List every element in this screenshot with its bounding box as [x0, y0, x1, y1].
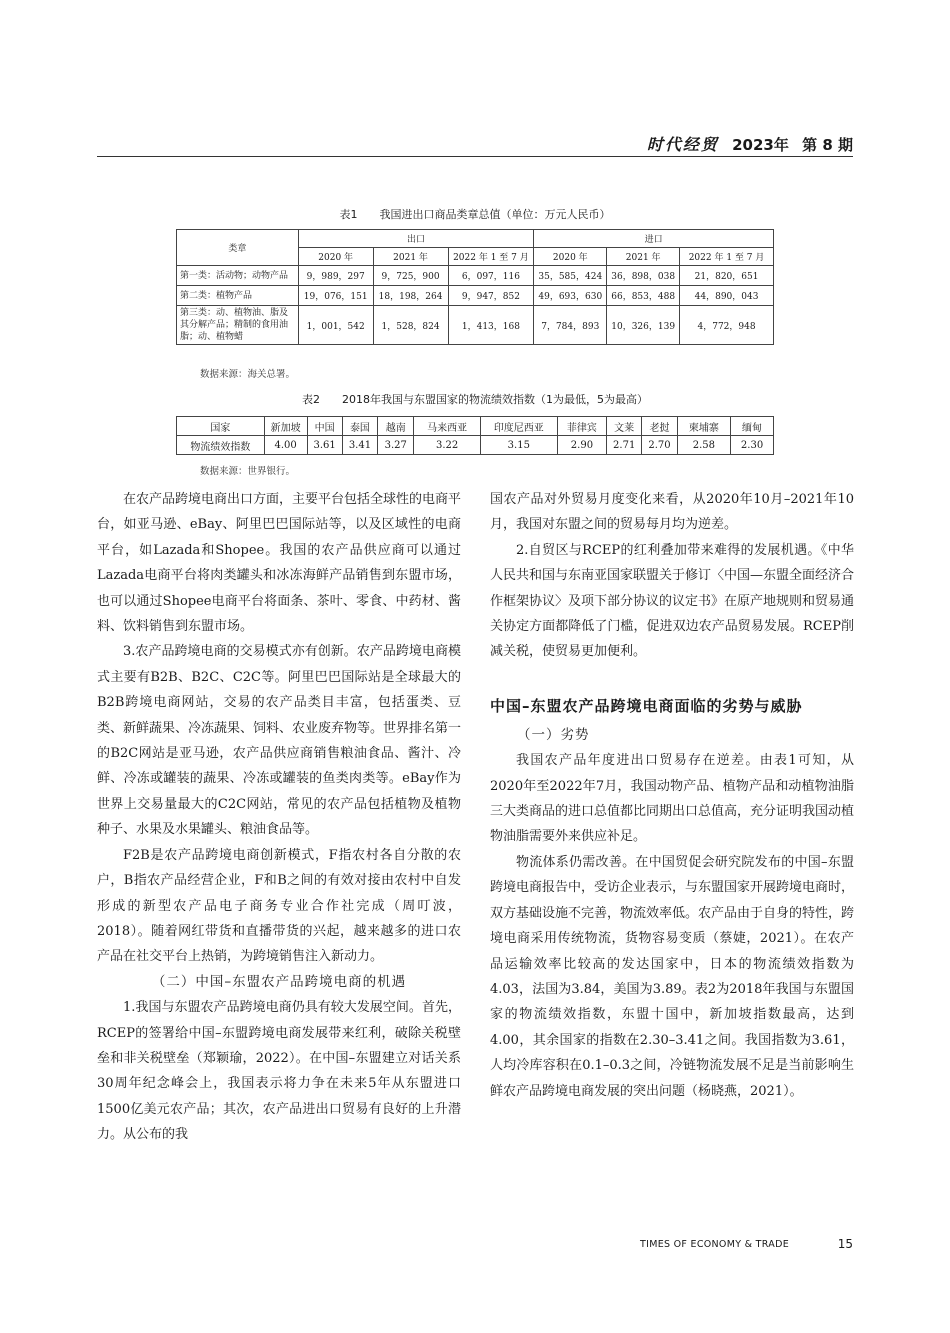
table1-cell: 9，947，852 [448, 286, 534, 306]
table1-cell: 49，693，630 [534, 286, 607, 306]
table2-caption: 表2 2018年我国与东盟国家的物流绩效指数（1为最低，5为最高） [302, 393, 648, 406]
table1-export-header: 出口 [298, 230, 534, 248]
table1-cell: 7，784，893 [534, 306, 607, 345]
table2-value: 4.00 [264, 436, 307, 455]
table1-category: 第二类：植物产品 [177, 286, 299, 306]
subsection-heading: （二）中国–东盟农产品跨境电商的机遇 [151, 973, 407, 990]
table2-value: 2.90 [557, 436, 606, 455]
table1-cell: 1，413，168 [448, 306, 534, 345]
table1-category: 第一类：活动物；动物产品 [177, 266, 299, 286]
paragraph: 2.自贸区与RCEP的红利叠加带来难得的发展机遇。《中华人民共和国与东南亚国家联盟关于修订〈中国—东盟全面经济合作框架协议〉及项下部分协议的议定书》在原产地规则和贸易通关协定方面都降低了门槛，促进双边农产品贸易发展。RCEP削减关税，使贸易更加便利。 [490, 542, 855, 660]
table1-cell: 35，585，424 [534, 266, 607, 286]
table1-period: 2022 年 1 至 7 月 [448, 248, 534, 266]
table-row [177, 436, 774, 455]
table1-cell: 9，989，297 [298, 266, 373, 286]
table1 [176, 229, 774, 345]
table2-value: 2.71 [607, 436, 642, 455]
header-info [639, 132, 853, 155]
table1-cell: 66，853，488 [607, 286, 680, 306]
table2-country: 文莱 [607, 417, 642, 436]
right-column [490, 487, 854, 1104]
table1-period: 2020 年 [534, 248, 607, 266]
table1-cell: 6，097，116 [448, 266, 534, 286]
table2-value: 3.41 [342, 436, 377, 455]
table1-cell: 36，898，038 [607, 266, 680, 286]
table1-cell: 44，890，043 [680, 286, 774, 306]
table1-cell: 10，326，139 [607, 306, 680, 345]
paragraph: 国农产品对外贸易月度变化来看，从2020年10月–2021年10月，我国对东盟之间的贸易每月均为逆差。 [490, 492, 854, 533]
table2-country: 泰国 [342, 417, 377, 436]
table2-country: 柬埔寨 [677, 417, 730, 436]
table1-period: 2021 年 [373, 248, 448, 266]
table1-source: 数据来源：海关总署。 [200, 369, 296, 380]
table2-row-label: 国家 [177, 417, 265, 436]
paragraph: F2B是农产品跨境电商创新模式，F指农村各自分散的农户，B指农产品经营企业，F和B之间的有效对接由农村中自发形成的新型农产品电子商务专业合作社完成（周叮波，2018）。随着网红带货和直播带货的兴起，越来越多的进口农产品在社交平台上热销，为跨境销售注入新动力。 [97, 847, 461, 965]
section-heading: 中国–东盟农产品跨境电商面临的劣势与威胁 [490, 696, 803, 715]
table1-cell: 1，528，824 [373, 306, 448, 345]
paragraph: 我国农产品年度进出口贸易存在逆差。由表1可知，从2020年至2022年7月，我国动物产品、植物产品和动植物油脂三大类商品的进口总值都比同期出口总值高，充分证明我国动植物油脂需要外来供应补足。 [490, 753, 855, 845]
table1-period: 2020 年 [298, 248, 373, 266]
table-row [177, 266, 774, 286]
table2-country: 印度尼西亚 [480, 417, 557, 436]
table1-category: 第三类：动、植物油、脂及其分解产品；精制的食用油脂；动、植物蜡 [177, 306, 299, 345]
table1-cell: 9，725，900 [373, 266, 448, 286]
paragraph: 3.农产品跨境电商的交易模式亦有创新。农产品跨境电商模式主要有B2B、B2C、C2C等。阿里巴巴国际站是全球最大的B2B跨境电商网站，交易的农产品类目丰富，包括蛋类、豆类、新鲜蔬果、冷冻蔬果、饲料、农业废弃物等。世界排名第一的B2C网站是亚马逊，农产品供应商销售粮油食品、酱汁、冷鲜、冷冻或罐装的蔬果、冷冻或罐装的鱼类肉类等。eBay作为世界上交易量最大的C2C网站，常见的农产品包括植物及植物种子、水果及水果罐头、粮油食品等。 [97, 644, 462, 838]
table1-import-header: 进口 [534, 230, 774, 248]
table2-value: 3.22 [414, 436, 480, 455]
table2-country: 缅甸 [731, 417, 774, 436]
table2-country: 马来西亚 [414, 417, 480, 436]
table2-value: 2.70 [642, 436, 677, 455]
table-row [177, 286, 774, 306]
table1-category-header: 类章 [177, 230, 299, 266]
table1-caption: 表1 我国进出口商品类章总值（单位：万元人民币） [339, 208, 611, 221]
page-number: 15 [837, 1237, 853, 1251]
table2-value: 2.30 [731, 436, 774, 455]
journal-english-name: TIMES OF ECONOMY & TRADE [640, 1239, 789, 1250]
table2-value: 3.61 [307, 436, 342, 455]
table1-cell: 1，001，542 [298, 306, 373, 345]
issue-number: 第 8 期 [802, 136, 853, 154]
table1-cell: 4，772，948 [680, 306, 774, 345]
table-row [177, 306, 774, 345]
issue-year: 2023年 [732, 136, 789, 154]
left-column [97, 487, 461, 1148]
paragraph: 物流体系仍需改善。在中国贸促会研究院发布的中国–东盟跨境电商报告中，受访企业表示，与东盟国家开展跨境电商时，双方基础设施不完善，物流效率低。农产品由于自身的特性，跨境电商采用传统物流，货物容易变质（蔡婕，2021）。在农产品运输效率比较高的发达国家中，日本的物流绩效指数为4.03，法国为3.84，美国为3.89。表2为2018年我国与东盟国家的物流绩效指数，东盟十国中，新加坡指数最高，达到4.00，其余国家的指数在2.30–3.41之间。我国指数为3.61，人均冷库容积在0.1–0.3之间，冷链物流发展不足是当前影响生鲜农产品跨境电商发展的突出问题（杨晓燕，2021）。 [490, 854, 855, 1099]
table2-country: 新加坡 [264, 417, 307, 436]
table1-cell: 19，076，151 [298, 286, 373, 306]
table2-value: 3.27 [378, 436, 414, 455]
paragraph: 在农产品跨境电商出口方面，主要平台包括全球性的电商平台，如亚马逊、eBay、阿里巴巴国际站等，以及区域性的电商平台，如Lazada和Shopee。我国的农产品供应商可以通过Lazada电商平台将肉类罐头和冰冻海鲜产品销售到东盟市场，也可以通过Shopee电商平台将面条、茶叶、零食、中药材、酱料、饮料销售到东盟市场。 [97, 492, 462, 635]
subsection-heading: （一）劣势 [517, 726, 590, 743]
table2-source: 数据来源：世界银行。 [200, 466, 296, 477]
table1-period: 2022 年 1 至 7 月 [680, 248, 774, 266]
table2-value: 2.58 [677, 436, 730, 455]
table2-country: 越南 [378, 417, 414, 436]
table1-cell: 21，820，651 [680, 266, 774, 286]
journal-name: 时代经贸 [646, 135, 719, 154]
table2-country: 老挝 [642, 417, 677, 436]
paragraph: 1.我国与东盟农产品跨境电商仍具有较大发展空间。首先，RCEP的签署给中国–东盟跨境电商发展带来红利，破除关税壁垒和非关税壁垒（郑颖瑜，2022）。在中国–东盟建立对话关系30周年纪念峰会上，我国表示将力争在未来5年从东盟进口1500亿美元农产品；其次，农产品进出口贸易有良好的上升潜力。从公布的我 [97, 1000, 461, 1143]
table2-row-label: 物流绩效指数 [177, 436, 265, 455]
table-row [177, 417, 774, 436]
table2 [176, 416, 774, 455]
table2-country: 菲律宾 [557, 417, 606, 436]
table1-period: 2021 年 [607, 248, 680, 266]
table2-value: 3.15 [480, 436, 557, 455]
table2-country: 中国 [307, 417, 342, 436]
page-header [97, 128, 853, 157]
table1-cell: 18，198，264 [373, 286, 448, 306]
